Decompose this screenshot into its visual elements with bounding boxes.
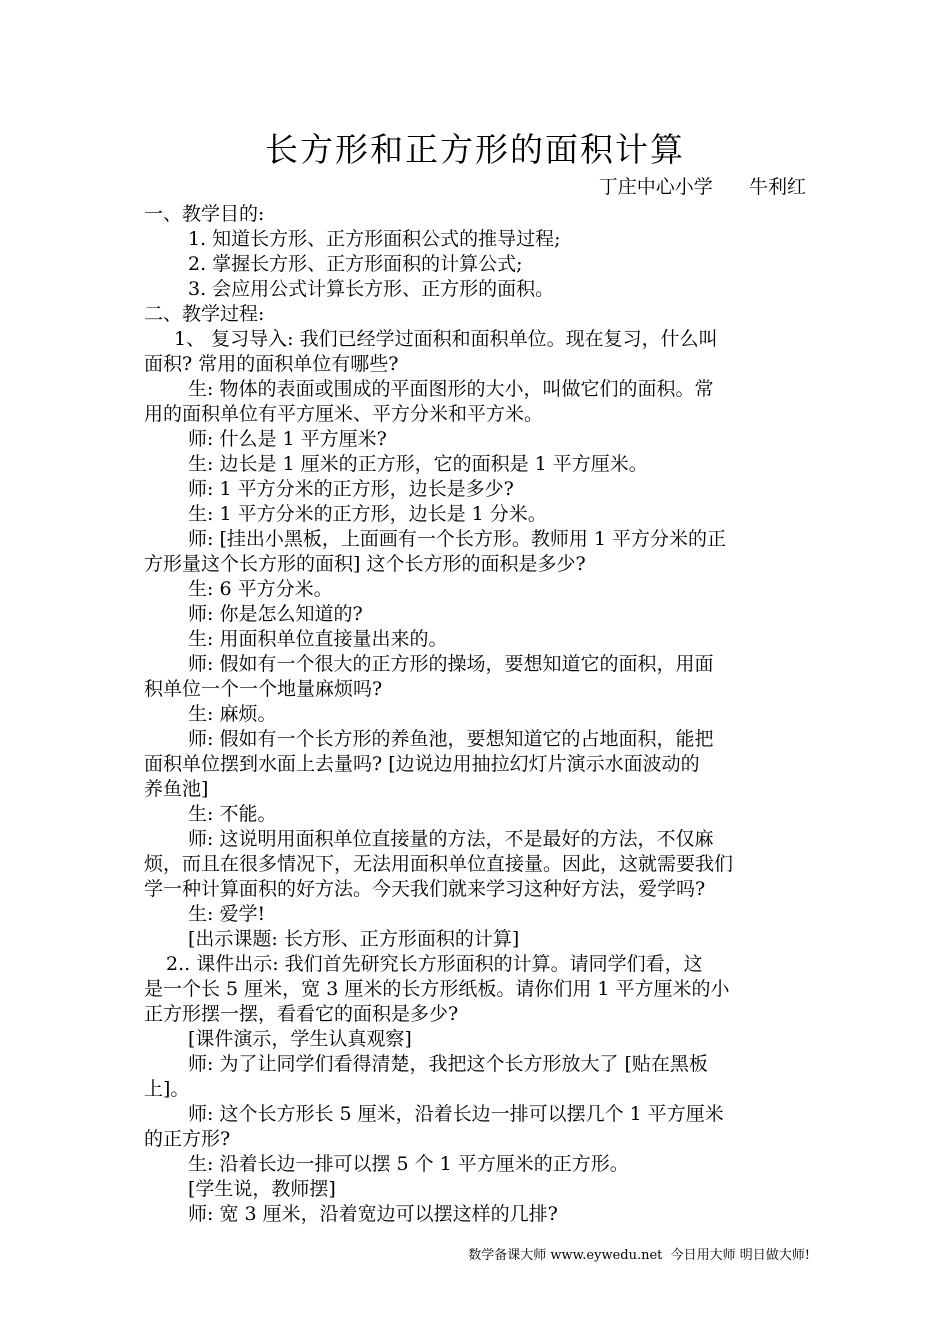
list-item: 3. 会应用公式计算长方形、正方形的面积。 xyxy=(188,278,555,300)
list-item: 2. 掌握长方形、正方形面积的计算公式; xyxy=(188,253,523,275)
dialogue-line: 生: 沿着长边一排可以摆 5 个 1 平方厘米的正方形。 xyxy=(188,1153,629,1175)
stage-direction: [出示课题: 长方形、正方形面积的计算] xyxy=(188,928,520,950)
dialogue-line: 生: 麻烦。 xyxy=(188,703,277,725)
dialogue-line: 师: 假如有一个很大的正方形的操场，要想知道它的面积，用面 xyxy=(188,653,714,675)
document-title: 长方形和正方形的面积计算 xyxy=(265,130,685,169)
paragraph-line: 是一个长 5 厘米，宽 3 厘米的长方形纸板。请你们用 1 平方厘米的小 xyxy=(144,978,730,1000)
paragraph-line: 1、 复习导入: 我们已经学过面积和面积单位。现在复习，什么叫 xyxy=(174,328,718,350)
dialogue-line: 师: [挂出小黑板，上面画有一个长方形。教师用 1 平方分米的正 xyxy=(188,528,727,550)
document-body xyxy=(144,202,808,1227)
paragraph-line: 用的面积单位有平方厘米、平方分米和平方米。 xyxy=(144,403,544,425)
dialogue-line: 生: 边长是 1 厘米的正方形，它的面积是 1 平方厘米。 xyxy=(188,453,648,475)
dialogue-line: 师: 什么是 1 平方厘米? xyxy=(188,428,387,450)
section-heading: 二、教学过程: xyxy=(144,303,265,325)
author-line: 丁庄中心小学 牛利红 xyxy=(598,176,806,198)
dialogue-line: 生: 物体的表面或围成的平面图形的大小，叫做它们的面积。常 xyxy=(188,378,714,400)
dialogue-line: 生: 1 平方分米的正方形，边长是 1 分米。 xyxy=(188,503,547,525)
paragraph-line: 学一种计算面积的好方法。今天我们就来学习这种好方法，爱学吗? xyxy=(144,878,706,900)
paragraph-line: 正方形摆一摆，看看它的面积是多少? xyxy=(144,1003,459,1025)
paragraph-line: 2.. 课件出示: 我们首先研究长方形面积的计算。请同学们看，这 xyxy=(166,953,703,975)
paragraph-line: 上]。 xyxy=(144,1078,190,1100)
stage-direction: [学生说，教师摆] xyxy=(188,1178,336,1200)
dialogue-line: 师: 1 平方分米的正方形，边长是多少? xyxy=(188,478,514,500)
dialogue-line: 生: 爱学! xyxy=(188,903,266,925)
dialogue-line: 师: 你是怎么知道的? xyxy=(188,603,363,625)
dialogue-line: 师: 宽 3 厘米，沿着宽边可以摆这样的几排? xyxy=(188,1203,558,1225)
list-item: 1. 知道长方形、正方形面积公式的推导过程; xyxy=(188,228,561,250)
dialogue-line: 师: 为了让同学们看得清楚，我把这个长方形放大了 [贴在黑板 xyxy=(188,1053,708,1075)
paragraph-line: 面积单位摆到水面上去量吗? [边说边用抽拉幻灯片演示水面波动的 xyxy=(144,753,700,775)
paragraph-line: 的正方形? xyxy=(144,1128,231,1150)
dialogue-line: 师: 假如有一个长方形的养鱼池，要想知道它的占地面积，能把 xyxy=(188,728,714,750)
paragraph-line: 烦，而且在很多情况下，无法用面积单位直接量。因此，这就需要我们 xyxy=(144,853,734,875)
paragraph-line: 面积? 常用的面积单位有哪些? xyxy=(144,353,399,375)
dialogue-line: 师: 这说明用面积单位直接量的方法，不是最好的方法，不仅麻 xyxy=(188,828,714,850)
paragraph-line: 方形量这个长方形的面积] 这个长方形的面积是多少? xyxy=(144,553,586,575)
dialogue-line: 生: 不能。 xyxy=(188,803,277,825)
dialogue-line: 生: 6 平方分米。 xyxy=(188,578,333,600)
stage-direction: [课件演示，学生认真观察] xyxy=(188,1028,412,1050)
paragraph-line: 积单位一个一个地量麻烦吗? xyxy=(144,678,383,700)
section-heading: 一、教学目的: xyxy=(144,203,265,225)
dialogue-line: 师: 这个长方形长 5 厘米，沿着长边一排可以摆几个 1 平方厘米 xyxy=(188,1103,724,1125)
dialogue-line: 生: 用面积单位直接量出来的。 xyxy=(188,628,448,650)
paragraph-line: 养鱼池] xyxy=(144,778,209,800)
page-footer: 数学备课大师 www.eywedu.net 今日用大师 明日做大师! xyxy=(468,1248,810,1263)
